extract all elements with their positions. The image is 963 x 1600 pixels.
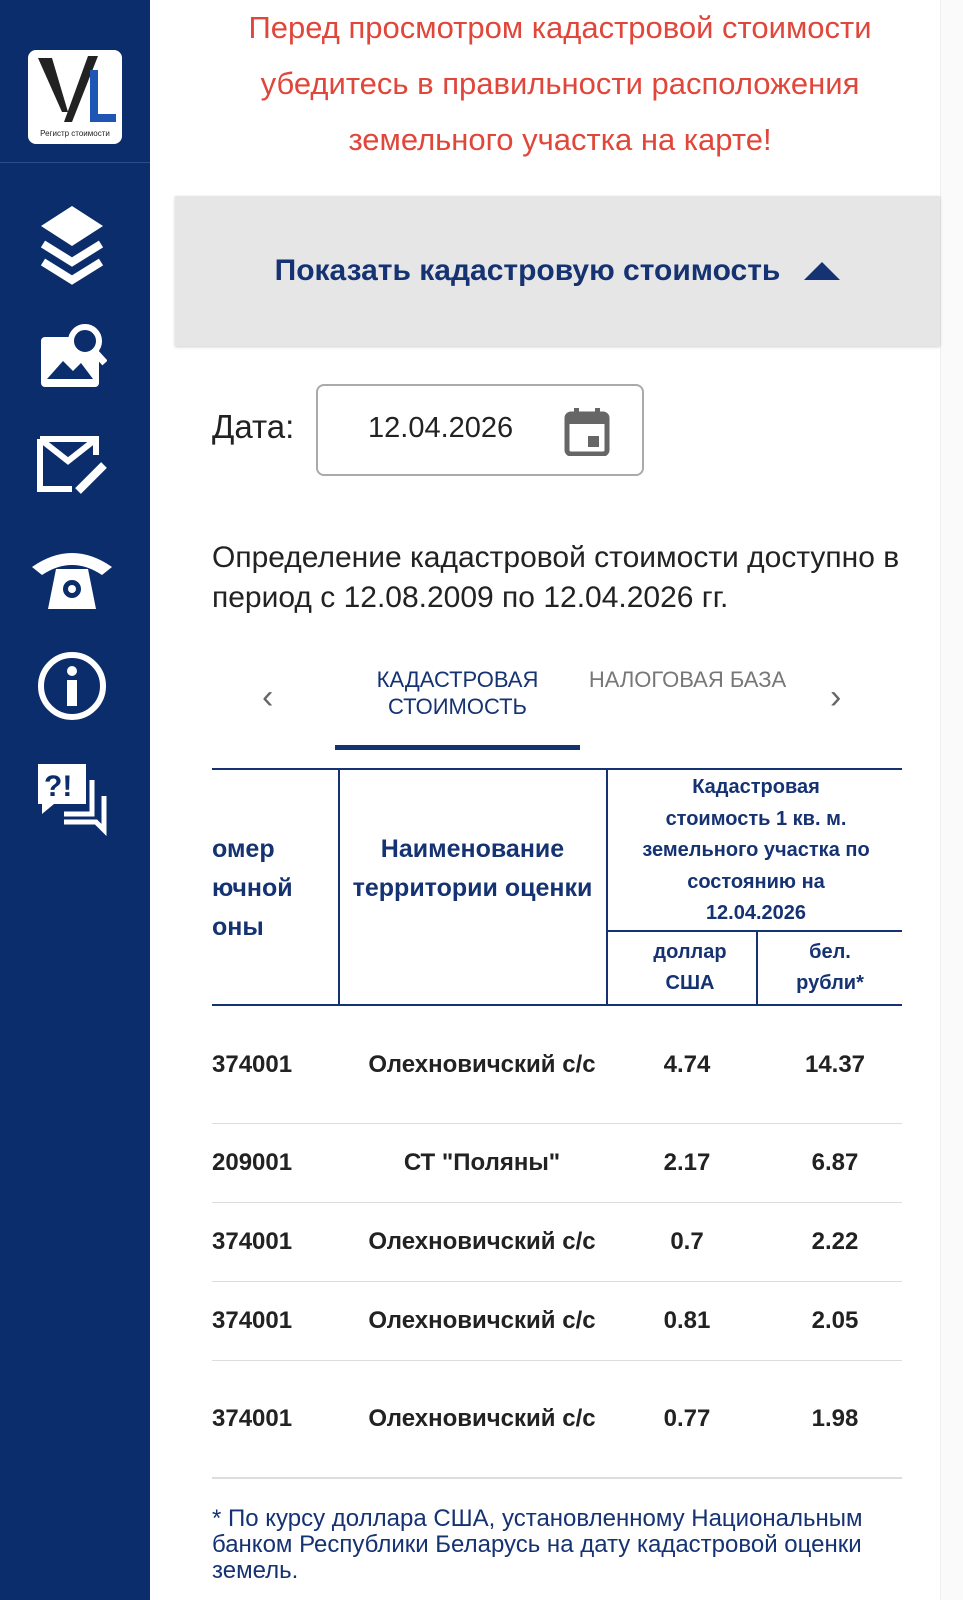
cell-usd: 0.77 — [663, 1405, 711, 1432]
chevron-right-icon[interactable]: › — [830, 678, 842, 716]
warning-line: Перед просмотром кадастровой стоимости — [248, 10, 872, 45]
cell-usd: 0.7 — [670, 1228, 704, 1255]
show-cadastral-value-toggle[interactable] — [175, 196, 940, 346]
header-territory: Наименование территории оценки — [352, 835, 593, 902]
cell-name: Олехновичский с/с — [368, 1307, 596, 1334]
cell-zone: 209001 — [212, 1149, 293, 1176]
header-zone: омер ючной оны — [212, 835, 293, 941]
map-warning — [180, 0, 940, 168]
cell-byn: 6.87 — [811, 1149, 859, 1176]
tab-tax-base[interactable]: НАЛОГОВАЯ БАЗА — [588, 667, 787, 692]
warning-line: убедитесь в правильности расположения — [260, 66, 860, 101]
cell-usd: 0.81 — [663, 1307, 711, 1334]
logo-mark-icon — [28, 50, 122, 130]
logo-tagline: Регистр стоимости — [40, 129, 110, 138]
sidebar-edge — [150, 0, 172, 1600]
divider — [0, 162, 150, 163]
right-edge — [940, 0, 963, 1600]
cell-byn: 2.22 — [811, 1228, 859, 1255]
chevron-left-icon[interactable]: ‹ — [262, 678, 274, 716]
active-tab-indicator — [335, 745, 580, 750]
faq-icon[interactable] — [30, 756, 114, 840]
cell-zone: 374001 — [212, 1050, 293, 1078]
chevron-up-icon — [804, 262, 840, 280]
date-input[interactable] — [316, 384, 644, 476]
table-row — [212, 1361, 902, 1479]
cell-usd: 2.17 — [663, 1149, 711, 1176]
table-row — [212, 1006, 902, 1124]
image-search-icon[interactable] — [30, 314, 114, 398]
cell-byn: 2.05 — [811, 1307, 859, 1334]
header-cost: Кадастровая стоимость 1 кв. м. земельного участка по состоянию на 12.04.2026 — [642, 776, 870, 924]
phone-icon[interactable] — [30, 536, 114, 620]
calendar-icon[interactable] — [564, 406, 610, 456]
date-label: Дата: — [212, 408, 295, 445]
cell-name: Олехновичский с/с — [368, 1050, 596, 1078]
header-byn: бел. рубли* — [796, 941, 864, 994]
cell-byn: 1.98 — [811, 1405, 859, 1432]
table-row — [212, 1124, 902, 1203]
accordion-title: Показать кадастровую стоимость — [274, 254, 781, 287]
cell-name: Олехновичский с/с — [368, 1405, 596, 1432]
cell-zone: 374001 — [212, 1307, 293, 1334]
layers-icon[interactable] — [30, 204, 114, 288]
tab-cadastral-value[interactable]: КАДАСТРОВАЯ СТОИМОСТЬ — [376, 667, 539, 719]
cell-zone: 374001 — [212, 1228, 293, 1255]
footnote: * По курсу доллара США, установленному Национальным банком Республики Беларусь на дату кадастровой оценки земель. — [212, 1505, 863, 1584]
info-icon[interactable] — [30, 644, 114, 728]
header-usd: доллар США — [653, 941, 727, 994]
cell-name: Олехновичский с/с — [368, 1228, 596, 1255]
warning-line: земельного участка на карте! — [348, 122, 772, 157]
table-row — [212, 1282, 902, 1361]
cell-name: СТ "Поляны" — [403, 1149, 561, 1176]
mail-edit-icon[interactable] — [30, 424, 114, 508]
availability-info: Определение кадастровой стоимости доступно в период с 12.08.2009 по 12.04.2026 гг. — [212, 541, 900, 614]
sidebar — [0, 0, 150, 1600]
cell-zone: 374001 — [212, 1405, 293, 1432]
date-value: 12.04.2026 — [368, 412, 514, 444]
svg-text:?!: ?! — [44, 770, 73, 803]
cell-usd: 4.74 — [663, 1050, 711, 1078]
table-row — [212, 1203, 902, 1282]
logo[interactable] — [28, 50, 122, 144]
cell-byn: 14.37 — [804, 1050, 866, 1078]
